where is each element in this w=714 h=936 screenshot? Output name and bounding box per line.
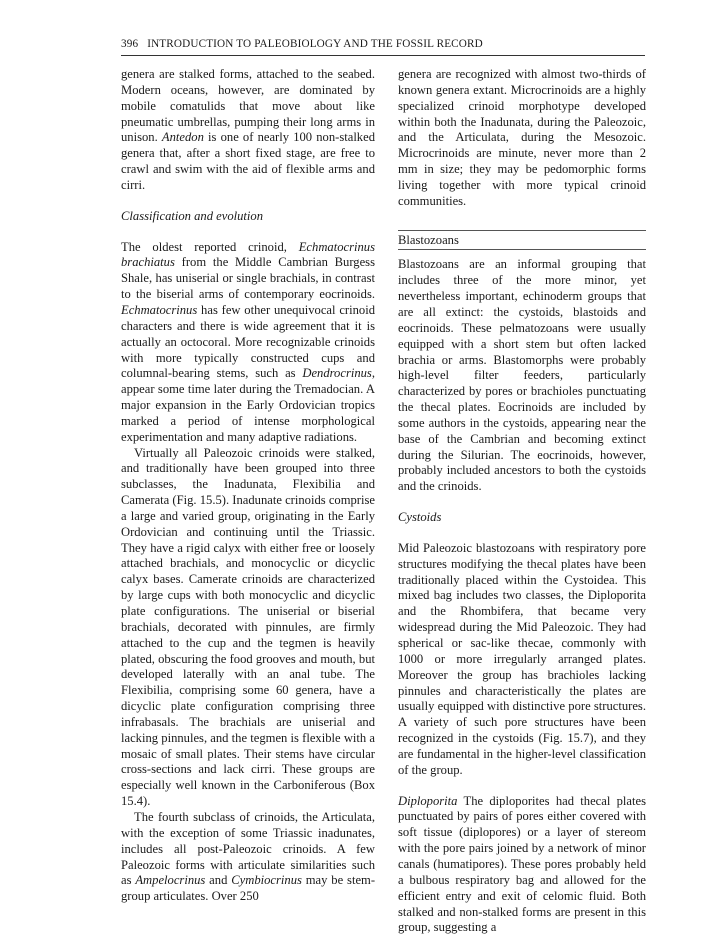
- paragraph: The oldest reported crinoid, Echmatocrinus brachiatus from the Middle Cambrian Burgess Shale, has uniserial or single brachials, in contrast to the biserial arms of contemporary eocrinoids. Echmatocrinus has few other unequivocal crinoid characters and there is wide agreement that it is actually an octocoral. More recognizable crinoids with more typically constructed cups and columnal-bearing stems, such as Dendrocrinus, appear some time later during the Tremadocian. A major expansion in the Early Ordovician tropics marked a period of intense morphological experimentation and many adaptive radiations.: [121, 239, 375, 444]
- right-column: [398, 67, 646, 936]
- run-in-heading: Diploporita: [398, 793, 458, 808]
- header-rule: [121, 55, 645, 56]
- running-head: [121, 38, 645, 50]
- paragraph: The fourth subclass of crinoids, the Articulata, with the exception of some Triassic inadunates, includes all post-Paleozoic crinoids. A few Paleozoic forms with articulate similarities such as Ampelocrinus and Cymbiocrinus may be stem-group articulates. Over 250: [121, 809, 376, 904]
- page-number: 396: [121, 38, 139, 50]
- paragraph: genera are stalked forms, attached to the seabed. Modern oceans, however, are dominated by mobile comatulids that move about like pneumatic umbrellas, pumping their long arms in unison. Antedon is one of nearly 100 non-stalked genera that, after a short fixed stage, are free to crawl and swim with the aid of flexible arms and cirri.: [121, 67, 375, 192]
- left-column: [121, 67, 375, 905]
- paragraph: Blastozoans are an informal grouping that includes three of the more minor, yet nevertheless important, echinoderm groups that are all extinct: the cystoids, blastoids and eocrinoids. These pelmatozoans were usually equipped with a short stem but often lacked brachia or arms. Blastomorphs were probably high-level filter feeders, particularly characterized by pores or brachioles punctuating the thecal plates. Eocrinoids are included by some authors in the cystoids, appearing near the base of the Cambrian and becoming extinct during the Silurian. The eocrinoids, however, probably included ancestors to both the cystoids and the crinoids.: [398, 257, 646, 494]
- running-title: INTRODUCTION TO PALEOBIOLOGY AND THE FOSSIL RECORD: [147, 38, 483, 50]
- subheading-cystoids: Cystoids: [398, 510, 442, 525]
- subheading-classification: Classification and evolution: [121, 208, 264, 223]
- paragraph: genera are recognized with almost two-thirds of known genera extant. Microcrinoids are a highly specialized crinoid morphotype developed within both the Inadunata, during the Paleozoic, and the Articulata, during the Mesozoic. Microcrinoids are minute, never more than 2 mm in size; they may be pedomorphic forms living together with more typical crinoid communities.: [398, 67, 646, 208]
- paragraph: Virtually all Paleozoic crinoids were stalked, and traditionally have been grouped into three subclasses, the Inadunata, Flexibilia and Camerata (Fig. 15.5). Inadunate crinoids comprise a large and varied group, originating in the Early Ordovician and continuing until the Triassic. They have a rigid calyx with either free or loosely attached brachials, and monocyclic or dicyclic calyx bases. Camerate crinoids are characterized by large cups with both monocyclic and dicyclic plate configurations. The uniserial or biserial brachials, decorated with pinnules, are firmly attached to the cup and the tegmen is heavily plated, obscuring the food grooves and mouth, but developed laterally with an anal tube. The Flexibilia, comprising some 60 genera, have a dicyclic plate configuration comprising three infrabasals. The brachials are uniserial and lacking pinnules, and the tegmen is flexible with a mosaic of small plates. Their stems have circular cross-sections and lack cirri. These groups are especially well known in the Carboniferous (Box 15.4).: [121, 445, 375, 809]
- genus-name: Antedon: [161, 130, 204, 145]
- section-title-blastozoans: Blastozoans: [398, 230, 646, 251]
- paragraph: Mid Paleozoic blastozoans with respiratory pore structures modifying the thecal plates have been traditionally placed within the Cystoidea. This mixed bag includes two classes, the Diploporita and the Rhombifera, that became very widespread during the Mid Paleozoic. They had spherical or sac-like thecae, commonly with 1000 or more irregularly arranged plates. Moreover the group has brachioles lacking pinnules and characteristically the plates are usually equipped with distinctive pore structures. A variety of such pore structures have been recognized in the cystoids (Fig. 15.7), and they are fundamental in the higher-level classification of the group.: [398, 540, 646, 777]
- paragraph: Diploporita The diploporites had thecal plates punctuated by pairs of pores either covered with soft tissue (diplopores) or a layer of stereom with the pore pairs joined by a network of minor canals (humatipores). These pores probably held a bulbous respiratory bag and allowed for the efficient entry and exit of celomic fluid. Both stalked and non-stalked forms are present in this group, suggesting a: [398, 793, 646, 935]
